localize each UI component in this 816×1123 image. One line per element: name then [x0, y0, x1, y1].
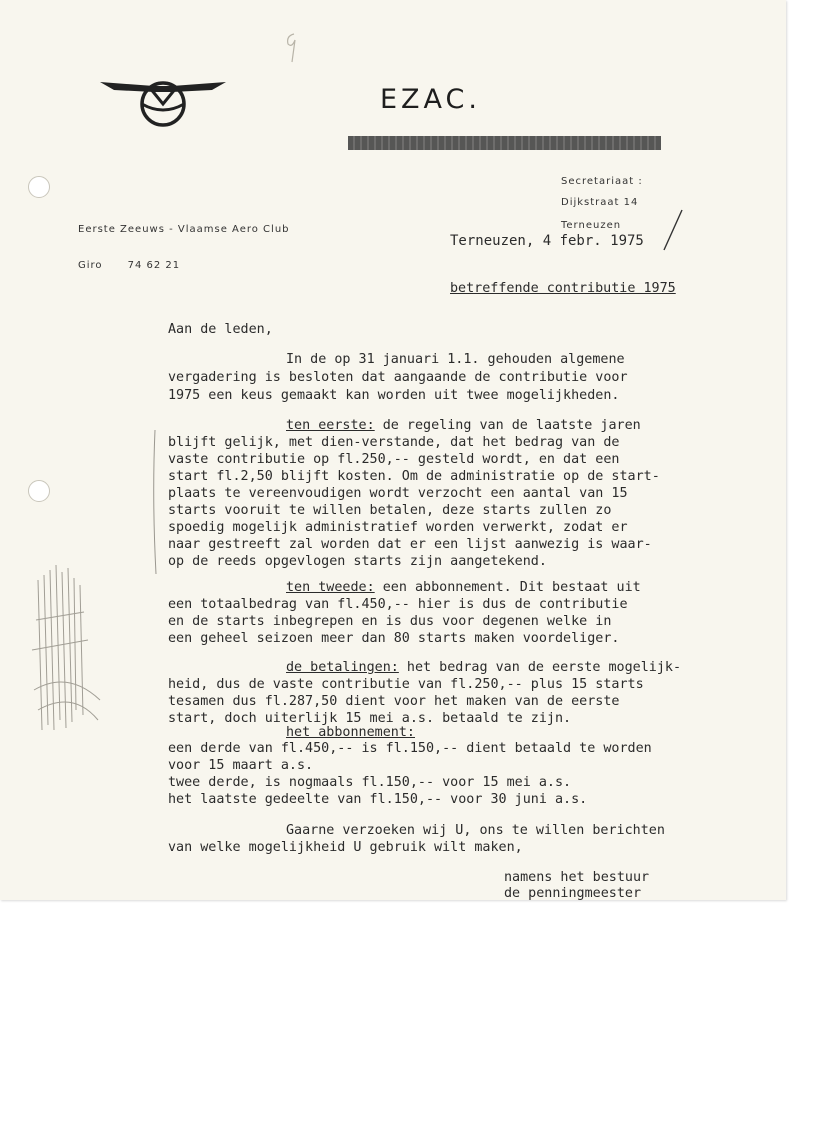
- body-line: van welke mogelijkheid U gebruik wilt maken,: [168, 840, 523, 855]
- heading-rest: een abbonnement. Dit bestaat uit: [374, 580, 641, 595]
- body-line: naar gestreeft zal worden dat er een lijst aanwezig is waar-: [168, 537, 652, 552]
- body-line: een totaalbedrag van fl.450,-- hier is dus de contributie: [168, 597, 628, 612]
- club-brand: EZAC.: [380, 84, 481, 115]
- secretariat-line-1: Secretariaat :: [561, 176, 643, 187]
- heading-text: de betalingen:: [286, 660, 399, 675]
- body-line: en de starts inbegrepen en is dus voor degenen welke in: [168, 614, 612, 629]
- body-line: blijft gelijk, met dien-verstande, dat het bedrag van de: [168, 435, 620, 450]
- punch-hole-bottom: [28, 480, 50, 502]
- body-line: plaats te vereenvoudigen wordt verzocht een aantal van 15: [168, 486, 628, 501]
- paragraph-heading-second: [286, 580, 641, 596]
- secretariat-line-2: Dijkstraat 14: [561, 197, 639, 208]
- body-line: een geheel seizoen meer dan 80 starts maken voordeliger.: [168, 631, 620, 646]
- body-line: Gaarne verzoeken wij U, ons te willen berichten: [286, 823, 665, 838]
- body-line: twee derde, is nogmaals fl.150,-- voor 15 mei a.s.: [168, 775, 572, 790]
- heading-rest: het bedrag van de eerste mogelijk-: [398, 660, 682, 675]
- pen-slash-icon: [660, 208, 686, 252]
- body-line: op de reeds opgevlogen starts zijn aangetekend.: [168, 554, 547, 569]
- body-line: tesamen dus fl.287,50 dient voor het maken van de eerste: [168, 694, 620, 709]
- body-line: starts vooruit te willen betalen, deze starts zullen zo: [168, 503, 612, 518]
- pencil-mark-icon: [280, 30, 302, 66]
- date-line: Terneuzen, 4 febr. 1975: [450, 233, 644, 249]
- paragraph-heading-subscription: het abbonnement:: [286, 725, 415, 740]
- body-line: start, doch uiterlijk 15 mei a.s. betaald te zijn.: [168, 711, 572, 726]
- body-line: spoedig mogelijk administratief worden verwerkt, zodat er: [168, 520, 628, 535]
- heading-rest: de regeling van de laatste jaren: [374, 418, 641, 433]
- body-line: 1975 een keus gemaakt kan worden uit twee mogelijkheden.: [168, 388, 620, 403]
- salutation: Aan de leden,: [168, 322, 273, 337]
- heading-text: ten tweede:: [286, 580, 375, 595]
- redaction-bar: [348, 136, 661, 150]
- giro-number: Giro 74 62 21: [78, 260, 181, 271]
- body-line: een derde van fl.450,-- is fl.150,-- dient betaald te worden: [168, 741, 652, 756]
- subject-line: betreffende contributie 1975: [450, 281, 676, 296]
- body-line: In de op 31 januari 1.1. gehouden algemene: [286, 352, 625, 367]
- body-line: start fl.2,50 blijft kosten. Om de administratie op de start-: [168, 469, 660, 484]
- club-name: Eerste Zeeuws - Vlaamse Aero Club: [78, 224, 290, 235]
- signature-line-2: de penningmeester: [504, 886, 642, 901]
- secretariat-line-3: Terneuzen: [561, 220, 622, 231]
- body-line: vaste contributie op fl.250,-- gesteld wordt, en dat een: [168, 452, 620, 467]
- winged-wheel-logo-icon: [98, 70, 228, 134]
- heading-text: ten eerste:: [286, 418, 375, 433]
- paragraph-heading-first: [286, 418, 641, 434]
- body-line: het laatste gedeelte van fl.150,-- voor 30 juni a.s.: [168, 792, 588, 807]
- paragraph-heading-payments: [286, 660, 681, 676]
- signature-line-1: namens het bestuur: [504, 870, 650, 885]
- punch-hole-top: [28, 176, 50, 198]
- margin-line-icon: [150, 428, 160, 576]
- body-line: heid, dus de vaste contributie van fl.250,-- plus 15 starts: [168, 677, 644, 692]
- body-line: voor 15 maart a.s.: [168, 758, 314, 773]
- body-line: vergadering is besloten dat aangaande de contributie voor: [168, 370, 628, 385]
- pencil-scribble-icon: [28, 560, 108, 740]
